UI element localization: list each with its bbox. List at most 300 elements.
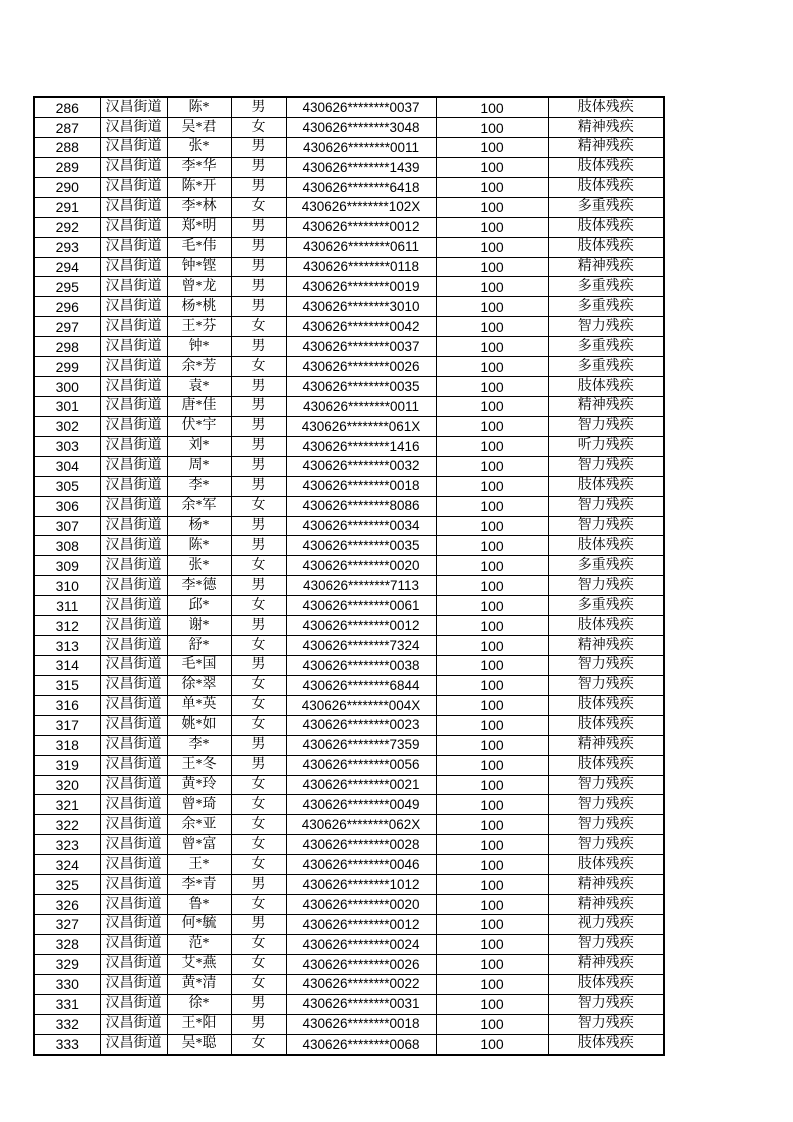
cell-amount: 100 (436, 616, 548, 636)
cell-disability-type: 智力残疾 (548, 934, 664, 954)
cell-gender: 男 (231, 138, 286, 158)
cell-name: 艾*燕 (167, 954, 231, 974)
cell-disability-type: 智力残疾 (548, 496, 664, 516)
table-row (34, 974, 664, 994)
cell-street: 汉昌街道 (100, 755, 167, 775)
cell-amount: 100 (436, 277, 548, 297)
cell-amount: 100 (436, 934, 548, 954)
cell-name: 黄*清 (167, 974, 231, 994)
cell-amount: 100 (436, 97, 548, 118)
cell-seq: 312 (34, 616, 100, 636)
records-table-body (34, 97, 664, 1055)
cell-gender: 女 (231, 795, 286, 815)
cell-street: 汉昌街道 (100, 496, 167, 516)
cell-disability-type: 多重残疾 (548, 357, 664, 377)
cell-gender: 男 (231, 516, 286, 536)
cell-amount: 100 (436, 416, 548, 436)
cell-amount: 100 (436, 755, 548, 775)
cell-gender: 女 (231, 835, 286, 855)
cell-amount: 100 (436, 855, 548, 875)
cell-seq: 333 (34, 1034, 100, 1055)
table-row (34, 456, 664, 476)
table-row (34, 177, 664, 197)
cell-street: 汉昌街道 (100, 875, 167, 895)
cell-disability-type: 智力残疾 (548, 655, 664, 675)
cell-gender: 女 (231, 596, 286, 616)
cell-name: 姚*如 (167, 715, 231, 735)
cell-disability-type: 精神残疾 (548, 118, 664, 138)
cell-seq: 305 (34, 476, 100, 496)
cell-street: 汉昌街道 (100, 416, 167, 436)
cell-id-number: 430626********0012 (286, 914, 436, 934)
table-row (34, 715, 664, 735)
cell-name: 王*阳 (167, 1014, 231, 1034)
table-row (34, 735, 664, 755)
cell-disability-type: 精神残疾 (548, 875, 664, 895)
cell-disability-type: 听力残疾 (548, 436, 664, 456)
cell-amount: 100 (436, 775, 548, 795)
cell-id-number: 430626********6418 (286, 177, 436, 197)
table-row (34, 277, 664, 297)
cell-gender: 女 (231, 556, 286, 576)
cell-seq: 306 (34, 496, 100, 516)
cell-name: 李* (167, 476, 231, 496)
cell-amount: 100 (436, 914, 548, 934)
cell-name: 谢* (167, 616, 231, 636)
cell-seq: 303 (34, 436, 100, 456)
table-row (34, 835, 664, 855)
cell-gender: 男 (231, 616, 286, 636)
cell-seq: 313 (34, 636, 100, 656)
cell-seq: 289 (34, 157, 100, 177)
cell-seq: 326 (34, 895, 100, 915)
cell-id-number: 430626********7113 (286, 576, 436, 596)
disability-subsidy-table (33, 96, 665, 1056)
table-row (34, 695, 664, 715)
cell-seq: 327 (34, 914, 100, 934)
cell-seq: 314 (34, 655, 100, 675)
cell-amount: 100 (436, 536, 548, 556)
cell-seq: 288 (34, 138, 100, 158)
cell-id-number: 430626********0026 (286, 357, 436, 377)
cell-amount: 100 (436, 875, 548, 895)
cell-amount: 100 (436, 337, 548, 357)
cell-id-number: 430626********102X (286, 197, 436, 217)
cell-disability-type: 智力残疾 (548, 994, 664, 1014)
table-row (34, 994, 664, 1014)
cell-disability-type: 肢体残疾 (548, 974, 664, 994)
cell-disability-type: 智力残疾 (548, 516, 664, 536)
cell-disability-type: 肢体残疾 (548, 695, 664, 715)
cell-id-number: 430626********0035 (286, 536, 436, 556)
cell-name: 王*芬 (167, 317, 231, 337)
cell-seq: 291 (34, 197, 100, 217)
cell-seq: 286 (34, 97, 100, 118)
cell-id-number: 430626********0032 (286, 456, 436, 476)
table-row (34, 775, 664, 795)
cell-street: 汉昌街道 (100, 237, 167, 257)
cell-disability-type: 视力残疾 (548, 914, 664, 934)
cell-name: 曾*龙 (167, 277, 231, 297)
table-row (34, 476, 664, 496)
cell-disability-type: 智力残疾 (548, 795, 664, 815)
cell-id-number: 430626********0118 (286, 257, 436, 277)
cell-gender: 女 (231, 895, 286, 915)
cell-disability-type: 肢体残疾 (548, 616, 664, 636)
cell-id-number: 430626********0046 (286, 855, 436, 875)
cell-id-number: 430626********0042 (286, 317, 436, 337)
cell-amount: 100 (436, 1014, 548, 1034)
table-row (34, 855, 664, 875)
cell-seq: 309 (34, 556, 100, 576)
cell-amount: 100 (436, 1034, 548, 1055)
cell-disability-type: 肢体残疾 (548, 476, 664, 496)
cell-id-number: 430626********0019 (286, 277, 436, 297)
cell-name: 唐*佳 (167, 397, 231, 417)
table-row (34, 636, 664, 656)
cell-amount: 100 (436, 496, 548, 516)
cell-street: 汉昌街道 (100, 197, 167, 217)
cell-name: 曾*富 (167, 835, 231, 855)
cell-id-number: 430626********0056 (286, 755, 436, 775)
table-row (34, 536, 664, 556)
table-row (34, 934, 664, 954)
cell-name: 陈* (167, 536, 231, 556)
cell-id-number: 430626********0020 (286, 556, 436, 576)
cell-seq: 323 (34, 835, 100, 855)
cell-seq: 315 (34, 675, 100, 695)
cell-seq: 297 (34, 317, 100, 337)
cell-name: 袁* (167, 377, 231, 397)
cell-seq: 292 (34, 217, 100, 237)
cell-name: 周* (167, 456, 231, 476)
cell-seq: 307 (34, 516, 100, 536)
cell-street: 汉昌街道 (100, 775, 167, 795)
cell-seq: 319 (34, 755, 100, 775)
cell-amount: 100 (436, 197, 548, 217)
cell-seq: 324 (34, 855, 100, 875)
cell-id-number: 430626********0020 (286, 895, 436, 915)
cell-seq: 300 (34, 377, 100, 397)
cell-name: 刘* (167, 436, 231, 456)
cell-id-number: 430626********0034 (286, 516, 436, 536)
cell-amount: 100 (436, 357, 548, 377)
cell-street: 汉昌街道 (100, 217, 167, 237)
cell-gender: 男 (231, 655, 286, 675)
cell-street: 汉昌街道 (100, 636, 167, 656)
cell-amount: 100 (436, 476, 548, 496)
cell-seq: 320 (34, 775, 100, 795)
cell-disability-type: 肢体残疾 (548, 217, 664, 237)
cell-amount: 100 (436, 596, 548, 616)
cell-seq: 332 (34, 1014, 100, 1034)
cell-seq: 308 (34, 536, 100, 556)
cell-street: 汉昌街道 (100, 1014, 167, 1034)
cell-seq: 325 (34, 875, 100, 895)
table-row (34, 755, 664, 775)
cell-name: 何*毓 (167, 914, 231, 934)
table-row (34, 157, 664, 177)
cell-gender: 女 (231, 357, 286, 377)
cell-seq: 293 (34, 237, 100, 257)
cell-disability-type: 肢体残疾 (548, 237, 664, 257)
table-row (34, 377, 664, 397)
cell-id-number: 430626********7324 (286, 636, 436, 656)
cell-name: 余*芳 (167, 357, 231, 377)
cell-gender: 女 (231, 118, 286, 138)
cell-street: 汉昌街道 (100, 138, 167, 158)
cell-gender: 男 (231, 416, 286, 436)
cell-id-number: 430626********062X (286, 815, 436, 835)
cell-street: 汉昌街道 (100, 536, 167, 556)
cell-amount: 100 (436, 994, 548, 1014)
cell-street: 汉昌街道 (100, 795, 167, 815)
cell-disability-type: 智力残疾 (548, 775, 664, 795)
table-row (34, 655, 664, 675)
cell-gender: 女 (231, 636, 286, 656)
cell-gender: 男 (231, 297, 286, 317)
cell-name: 杨* (167, 516, 231, 536)
cell-amount: 100 (436, 675, 548, 695)
cell-gender: 女 (231, 775, 286, 795)
cell-street: 汉昌街道 (100, 914, 167, 934)
cell-id-number: 430626********0037 (286, 97, 436, 118)
cell-seq: 299 (34, 357, 100, 377)
cell-id-number: 430626********0061 (286, 596, 436, 616)
table-row (34, 416, 664, 436)
cell-street: 汉昌街道 (100, 1034, 167, 1055)
cell-name: 黄*玲 (167, 775, 231, 795)
table-row (34, 197, 664, 217)
table-row (34, 237, 664, 257)
cell-street: 汉昌街道 (100, 516, 167, 536)
cell-gender: 女 (231, 1034, 286, 1055)
cell-street: 汉昌街道 (100, 177, 167, 197)
cell-gender: 女 (231, 675, 286, 695)
cell-id-number: 430626********0026 (286, 954, 436, 974)
cell-amount: 100 (436, 138, 548, 158)
cell-amount: 100 (436, 715, 548, 735)
cell-amount: 100 (436, 556, 548, 576)
cell-disability-type: 智力残疾 (548, 317, 664, 337)
cell-gender: 男 (231, 476, 286, 496)
cell-seq: 298 (34, 337, 100, 357)
cell-gender: 男 (231, 735, 286, 755)
cell-name: 单*英 (167, 695, 231, 715)
table-row (34, 815, 664, 835)
cell-amount: 100 (436, 377, 548, 397)
cell-seq: 301 (34, 397, 100, 417)
table-row (34, 397, 664, 417)
cell-name: 钟*铿 (167, 257, 231, 277)
cell-seq: 322 (34, 815, 100, 835)
cell-disability-type: 智力残疾 (548, 576, 664, 596)
cell-disability-type: 多重残疾 (548, 556, 664, 576)
cell-gender: 女 (231, 974, 286, 994)
cell-disability-type: 智力残疾 (548, 1014, 664, 1034)
cell-id-number: 430626********004X (286, 695, 436, 715)
cell-name: 王* (167, 855, 231, 875)
table-row (34, 556, 664, 576)
cell-street: 汉昌街道 (100, 556, 167, 576)
cell-seq: 321 (34, 795, 100, 815)
cell-disability-type: 肢体残疾 (548, 536, 664, 556)
table-row (34, 1034, 664, 1055)
cell-gender: 男 (231, 755, 286, 775)
table-row (34, 795, 664, 815)
cell-gender: 女 (231, 197, 286, 217)
cell-disability-type: 多重残疾 (548, 277, 664, 297)
cell-street: 汉昌街道 (100, 317, 167, 337)
table-row (34, 1014, 664, 1034)
cell-amount: 100 (436, 954, 548, 974)
cell-seq: 290 (34, 177, 100, 197)
table-row (34, 875, 664, 895)
cell-gender: 女 (231, 317, 286, 337)
cell-gender: 男 (231, 994, 286, 1014)
cell-id-number: 430626********0024 (286, 934, 436, 954)
table-row (34, 895, 664, 915)
cell-id-number: 430626********061X (286, 416, 436, 436)
cell-disability-type: 智力残疾 (548, 835, 664, 855)
cell-street: 汉昌街道 (100, 835, 167, 855)
cell-amount: 100 (436, 237, 548, 257)
cell-seq: 328 (34, 934, 100, 954)
cell-disability-type: 精神残疾 (548, 397, 664, 417)
table-row (34, 616, 664, 636)
cell-street: 汉昌街道 (100, 695, 167, 715)
cell-id-number: 430626********0011 (286, 397, 436, 417)
cell-name: 李*德 (167, 576, 231, 596)
table-row (34, 138, 664, 158)
cell-name: 张* (167, 556, 231, 576)
cell-id-number: 430626********0018 (286, 1014, 436, 1034)
cell-gender: 男 (231, 536, 286, 556)
cell-name: 鲁* (167, 895, 231, 915)
cell-gender: 女 (231, 954, 286, 974)
cell-amount: 100 (436, 835, 548, 855)
cell-name: 张* (167, 138, 231, 158)
cell-gender: 男 (231, 257, 286, 277)
cell-name: 吴*君 (167, 118, 231, 138)
cell-disability-type: 精神残疾 (548, 735, 664, 755)
cell-amount: 100 (436, 636, 548, 656)
cell-gender: 男 (231, 97, 286, 118)
table-row (34, 914, 664, 934)
cell-seq: 310 (34, 576, 100, 596)
cell-street: 汉昌街道 (100, 97, 167, 118)
cell-seq: 316 (34, 695, 100, 715)
cell-gender: 女 (231, 855, 286, 875)
cell-seq: 304 (34, 456, 100, 476)
cell-disability-type: 智力残疾 (548, 675, 664, 695)
cell-disability-type: 肢体残疾 (548, 715, 664, 735)
cell-street: 汉昌街道 (100, 934, 167, 954)
cell-street: 汉昌街道 (100, 257, 167, 277)
cell-street: 汉昌街道 (100, 157, 167, 177)
cell-id-number: 430626********0031 (286, 994, 436, 1014)
cell-amount: 100 (436, 297, 548, 317)
cell-name: 钟* (167, 337, 231, 357)
cell-disability-type: 肢体残疾 (548, 97, 664, 118)
table-row (34, 576, 664, 596)
cell-street: 汉昌街道 (100, 675, 167, 695)
table-row (34, 297, 664, 317)
cell-gender: 女 (231, 815, 286, 835)
cell-amount: 100 (436, 795, 548, 815)
cell-name: 李*林 (167, 197, 231, 217)
cell-name: 毛*国 (167, 655, 231, 675)
cell-name: 杨*桃 (167, 297, 231, 317)
cell-id-number: 430626********0022 (286, 974, 436, 994)
cell-seq: 331 (34, 994, 100, 1014)
table-row (34, 516, 664, 536)
cell-id-number: 430626********0012 (286, 616, 436, 636)
cell-gender: 女 (231, 934, 286, 954)
cell-amount: 100 (436, 257, 548, 277)
cell-name: 舒* (167, 636, 231, 656)
cell-seq: 295 (34, 277, 100, 297)
cell-amount: 100 (436, 317, 548, 337)
cell-seq: 296 (34, 297, 100, 317)
cell-disability-type: 肢体残疾 (548, 855, 664, 875)
cell-disability-type: 多重残疾 (548, 596, 664, 616)
cell-id-number: 430626********7359 (286, 735, 436, 755)
cell-gender: 男 (231, 377, 286, 397)
cell-street: 汉昌街道 (100, 436, 167, 456)
cell-amount: 100 (436, 516, 548, 536)
cell-street: 汉昌街道 (100, 994, 167, 1014)
cell-gender: 男 (231, 914, 286, 934)
cell-name: 吴*聪 (167, 1034, 231, 1055)
cell-amount: 100 (436, 397, 548, 417)
cell-id-number: 430626********1012 (286, 875, 436, 895)
cell-seq: 287 (34, 118, 100, 138)
cell-id-number: 430626********3010 (286, 297, 436, 317)
cell-amount: 100 (436, 118, 548, 138)
cell-id-number: 430626********0011 (286, 138, 436, 158)
cell-name: 王*冬 (167, 755, 231, 775)
cell-id-number: 430626********0611 (286, 237, 436, 257)
cell-gender: 男 (231, 576, 286, 596)
cell-street: 汉昌街道 (100, 596, 167, 616)
cell-seq: 302 (34, 416, 100, 436)
table-row (34, 317, 664, 337)
cell-seq: 317 (34, 715, 100, 735)
cell-id-number: 430626********0049 (286, 795, 436, 815)
cell-gender: 男 (231, 397, 286, 417)
cell-gender: 男 (231, 157, 286, 177)
cell-street: 汉昌街道 (100, 277, 167, 297)
cell-amount: 100 (436, 735, 548, 755)
cell-name: 曾*琦 (167, 795, 231, 815)
cell-disability-type: 肢体残疾 (548, 157, 664, 177)
cell-id-number: 430626********1439 (286, 157, 436, 177)
cell-seq: 329 (34, 954, 100, 974)
cell-disability-type: 精神残疾 (548, 895, 664, 915)
table-row (34, 357, 664, 377)
table-row (34, 97, 664, 118)
cell-id-number: 430626********3048 (286, 118, 436, 138)
cell-id-number: 430626********0068 (286, 1034, 436, 1055)
table-row (34, 954, 664, 974)
cell-disability-type: 肢体残疾 (548, 377, 664, 397)
cell-street: 汉昌街道 (100, 118, 167, 138)
cell-gender: 女 (231, 695, 286, 715)
cell-amount: 100 (436, 655, 548, 675)
cell-name: 毛*伟 (167, 237, 231, 257)
cell-name: 李*青 (167, 875, 231, 895)
